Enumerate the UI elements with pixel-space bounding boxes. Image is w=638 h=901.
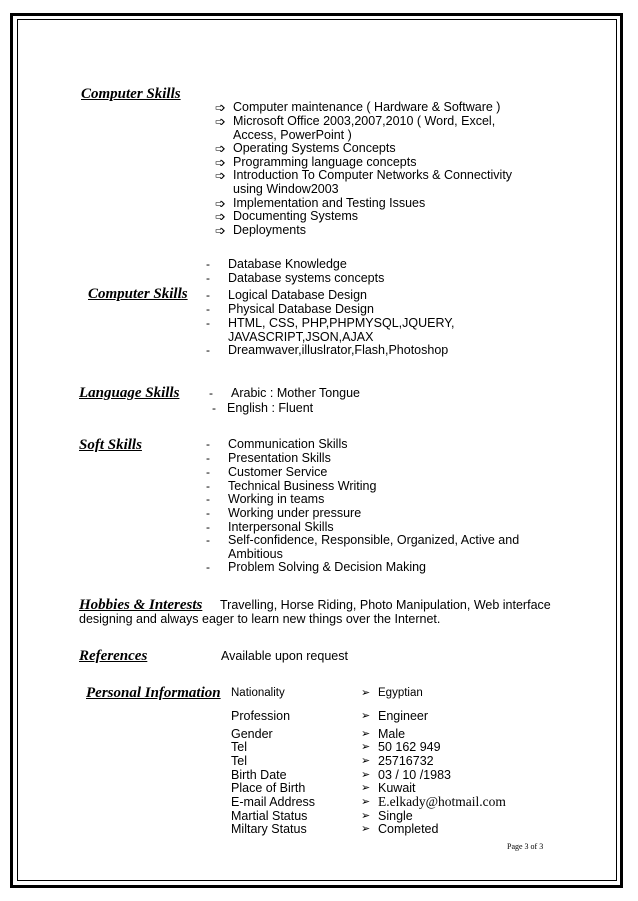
computer-skills-heading: Computer Skills bbox=[81, 86, 181, 102]
bullet-dash: - bbox=[206, 479, 210, 493]
language-item: Arabic : Mother Tongue bbox=[231, 386, 361, 400]
personal-info-label: Tel bbox=[231, 754, 247, 768]
chevron-bullet-icon: ➢ bbox=[361, 728, 371, 740]
soft-skill-item: Working under pressure bbox=[228, 506, 362, 520]
bullet-dash: - bbox=[206, 302, 210, 316]
personal-info-label: Miltary Status bbox=[231, 822, 307, 836]
computer-skill-item: Microsoft Office 2003,2007,2010 ( Word, Excel, bbox=[233, 114, 496, 128]
computer-skill-item: using Window2003 bbox=[233, 181, 339, 196]
soft-skill-item: Working in teams bbox=[228, 492, 325, 506]
personal-info-value: Egyptian bbox=[378, 687, 423, 699]
soft-skill-item: Communication Skills bbox=[228, 437, 348, 451]
personal-info-value: Completed bbox=[378, 822, 439, 836]
hobbies-heading: Hobbies & Interests bbox=[79, 597, 203, 613]
personal-info-label: Tel bbox=[231, 740, 247, 754]
chevron-bullet-icon: ➢ bbox=[361, 755, 371, 767]
bullet-dash: - bbox=[206, 257, 210, 271]
soft-skills-heading: Soft Skills bbox=[79, 437, 142, 453]
soft-skill-item: Ambitious bbox=[228, 546, 283, 561]
soft-skill-item: Interpersonal Skills bbox=[228, 520, 334, 534]
personal-info-value: 03 / 10 /1983 bbox=[378, 768, 451, 782]
arrow-bullet-icon: ➩ bbox=[215, 155, 226, 170]
chevron-bullet-icon: ➢ bbox=[361, 741, 371, 753]
arrow-bullet-icon: ➩ bbox=[215, 223, 226, 238]
chevron-bullet-icon: ➢ bbox=[361, 782, 371, 794]
computer-skill-item: Implementation and Testing Issues bbox=[233, 196, 426, 210]
soft-skill-item: Self-confidence, Responsible, Organized, Active and bbox=[228, 533, 520, 547]
bullet-dash: - bbox=[206, 451, 210, 465]
personal-info-value: 25716732 bbox=[378, 754, 434, 768]
personal-info-label: Place of Birth bbox=[231, 781, 306, 795]
hobbies-text-line1: Travelling, Horse Riding, Photo Manipulation, Web interface bbox=[220, 598, 551, 612]
database-skill-item: Physical Database Design bbox=[228, 302, 374, 316]
language-item: English : Fluent bbox=[227, 401, 314, 415]
bullet-dash: - bbox=[206, 288, 210, 302]
references-text: Available upon request bbox=[221, 649, 348, 663]
chevron-bullet-icon: ➢ bbox=[361, 710, 371, 722]
computer-skill-item: Programming language concepts bbox=[233, 155, 417, 169]
bullet-dash: - bbox=[206, 492, 210, 506]
bullet-dash: - bbox=[206, 533, 210, 547]
database-skill-item: Logical Database Design bbox=[228, 288, 367, 302]
personal-info-label: Martial Status bbox=[231, 809, 308, 823]
page-number: Page 3 of 3 bbox=[507, 842, 544, 851]
soft-skill-item: Problem Solving & Decision Making bbox=[228, 560, 427, 574]
bullet-dash: - bbox=[206, 560, 210, 574]
hobbies-text-line2: designing and always eager to learn new things over the Internet. bbox=[79, 612, 441, 626]
bullet-dash: - bbox=[206, 506, 210, 520]
references-heading: References bbox=[79, 648, 148, 664]
personal-info-heading: Personal Information bbox=[86, 685, 221, 701]
database-skill-item: HTML, CSS, PHP,PHPMYSQL,JQUERY, bbox=[228, 316, 455, 330]
computer-skills-heading-2: Computer Skills bbox=[88, 286, 188, 302]
bullet-dash: - bbox=[206, 343, 210, 357]
chevron-bullet-icon: ➢ bbox=[361, 796, 371, 808]
chevron-bullet-icon: ➢ bbox=[361, 823, 371, 835]
personal-info-value: Male bbox=[378, 727, 406, 741]
soft-skill-item: Technical Business Writing bbox=[228, 479, 377, 493]
computer-skill-item: Documenting Systems bbox=[233, 209, 359, 223]
chevron-bullet-icon: ➢ bbox=[361, 769, 371, 781]
bullet-dash: - bbox=[206, 465, 210, 479]
bullet-dash: - bbox=[206, 316, 210, 330]
personal-info-value: Single bbox=[378, 809, 413, 823]
bullet-dash: - bbox=[209, 386, 213, 400]
personal-info-label: Nationality bbox=[231, 687, 285, 699]
soft-skill-item: Presentation Skills bbox=[228, 451, 331, 465]
computer-skill-item: Access, PowerPoint ) bbox=[233, 127, 352, 142]
database-skill-item: Database Knowledge bbox=[228, 257, 347, 271]
arrow-bullet-icon: ➩ bbox=[215, 100, 226, 115]
personal-info-value: Engineer bbox=[378, 709, 429, 723]
computer-skill-item: Computer maintenance ( Hardware & Software ) bbox=[233, 100, 501, 114]
arrow-bullet-icon: ➩ bbox=[215, 209, 226, 224]
language-skills-heading: Language Skills bbox=[79, 385, 180, 401]
computer-skill-item: Operating Systems Concepts bbox=[233, 141, 396, 155]
bullet-dash: - bbox=[212, 401, 216, 415]
personal-info-value: Kuwait bbox=[378, 781, 416, 795]
personal-info-label: Gender bbox=[231, 727, 273, 741]
database-skill-item: JAVASCRIPT,JSON,AJAX bbox=[228, 329, 374, 344]
database-skill-item: Database systems concepts bbox=[228, 271, 385, 285]
personal-info-value: 50 162 949 bbox=[378, 740, 441, 754]
personal-info-label: E-mail Address bbox=[231, 795, 316, 809]
soft-skill-item: Customer Service bbox=[228, 465, 328, 479]
personal-info-value: E.elkady@hotmail.com bbox=[378, 794, 506, 809]
computer-skill-item: Deployments bbox=[233, 223, 306, 237]
computer-skill-item: Introduction To Computer Networks & Connectivity bbox=[233, 168, 513, 182]
arrow-bullet-icon: ➩ bbox=[215, 141, 226, 156]
database-skill-item: Dreamwaver,illuslrator,Flash,Photoshop bbox=[228, 343, 449, 357]
chevron-bullet-icon: ➢ bbox=[361, 687, 371, 699]
arrow-bullet-icon: ➩ bbox=[215, 168, 226, 183]
arrow-bullet-icon: ➩ bbox=[215, 114, 226, 129]
arrow-bullet-icon: ➩ bbox=[215, 196, 226, 211]
chevron-bullet-icon: ➢ bbox=[361, 810, 371, 822]
bullet-dash: - bbox=[206, 271, 210, 285]
personal-info-label: Profession bbox=[231, 709, 291, 723]
bullet-dash: - bbox=[206, 437, 210, 451]
personal-info-label: Birth Date bbox=[231, 768, 287, 782]
bullet-dash: - bbox=[206, 520, 210, 534]
